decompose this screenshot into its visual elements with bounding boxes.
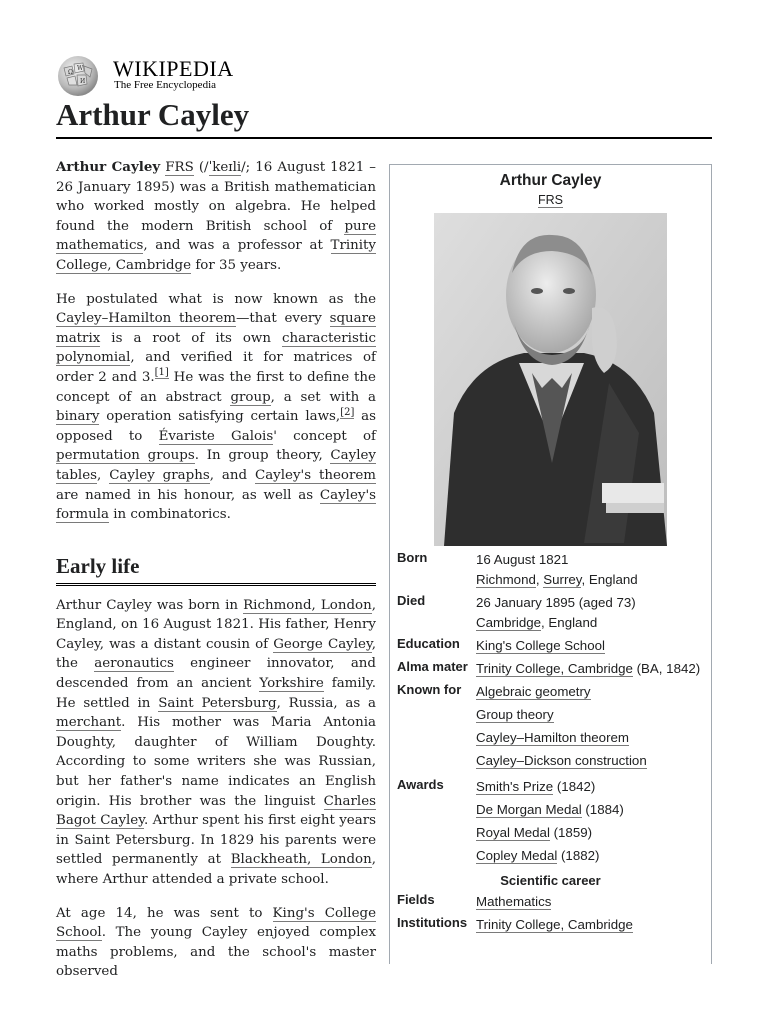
binary-link[interactable]: binary	[56, 409, 100, 425]
list-item	[476, 728, 711, 748]
text-span: (1884)	[581, 802, 624, 817]
list-item	[476, 777, 711, 797]
text-span: At age 14, he was sent to	[56, 905, 273, 921]
reference-1-link[interactable]: [1]	[154, 367, 169, 379]
text-span: , and was a professor at	[143, 238, 331, 254]
text-span: (1842)	[553, 779, 596, 794]
list-item	[476, 800, 711, 820]
richmond-london-link[interactable]: Richmond, London	[243, 597, 372, 613]
alma-mater-link[interactable]: Trinity College, Cambridge	[476, 661, 633, 676]
article-body	[56, 158, 376, 996]
fields-link[interactable]: Mathematics	[476, 894, 552, 909]
surrey-link[interactable]: Surrey	[543, 572, 582, 587]
text-span: Arthur Cayley was born in	[56, 597, 244, 613]
died-date: 26 January 1895 (aged 73)	[476, 595, 636, 610]
text-span: (/	[193, 160, 209, 175]
text-span: (BA, 1842)	[632, 661, 701, 676]
infobox-title: Arthur Cayley	[499, 172, 602, 189]
text-span: ,	[535, 572, 544, 587]
education-link[interactable]: King's College School	[476, 638, 605, 653]
award-link-de-morgan-medal[interactable]: De Morgan Medal	[476, 802, 582, 817]
died-place	[476, 613, 711, 633]
text-span: . The young Cayley enjoyed complex maths problems, and the school's master observed	[56, 925, 376, 980]
cayley-tables-link[interactable]: Cayley tables	[56, 448, 376, 483]
text-span: /; 16 August 1821 – 26 January 1895) was a British mathematician who worked mostly on algebra. He helped found the modern British school of	[56, 160, 377, 234]
text-span: , and verified it for matrices of order 2 and 3.	[56, 350, 376, 385]
infobox-row-alma-mater	[390, 659, 711, 679]
square-matrix-link[interactable]: square matrix	[56, 311, 376, 346]
institutions-label: Institutions	[397, 915, 468, 930]
fields-value	[476, 892, 711, 912]
blackheath-london-link[interactable]: Blackheath, London	[230, 852, 372, 868]
trinity-college-link[interactable]: Trinity College, Cambridge	[56, 238, 376, 273]
infobox-subtitle	[390, 193, 711, 207]
charles-bagot-cayley-link[interactable]: Charles Bagot Cayley	[56, 793, 376, 829]
early-life-paragraph-1	[56, 596, 376, 890]
text-span: (1859)	[549, 825, 593, 840]
wikipedia-wordmark[interactable]: WIKIPEDIA	[113, 56, 234, 81]
education-label: Education	[397, 636, 460, 651]
early-life-paragraph-2	[56, 904, 376, 982]
text-span: , England	[541, 615, 598, 630]
text-span: (1882)	[557, 848, 600, 863]
infobox-row-died	[390, 593, 711, 633]
text-span: . Arthur spent his first eight years in Saint Petersburg. In 1829 his parents were settled permanently at	[56, 813, 376, 868]
cayley-graphs-link[interactable]: Cayley graphs	[109, 467, 210, 483]
cayleys-theorem-link[interactable]: Cayley's theorem	[254, 467, 376, 483]
died-label: Died	[397, 593, 426, 608]
died-value	[476, 593, 711, 633]
text-span: , where Arthur attended a private school.	[56, 852, 377, 887]
section-heading-early-life: Early life	[56, 553, 376, 586]
intro-paragraph-1	[56, 158, 376, 276]
text-span: engineer innovator, and descended from an ancient	[56, 656, 376, 692]
education-value	[476, 636, 711, 656]
known-for-link-cayley-dickson[interactable]: Cayley–Dickson construction	[476, 753, 647, 768]
svg-text:И: И	[80, 78, 86, 85]
infobox-row-fields	[390, 892, 711, 912]
cayley-hamilton-theorem-link[interactable]: Cayley–Hamilton theorem	[56, 311, 236, 327]
infobox-row-education	[390, 636, 711, 656]
group-link[interactable]: group	[230, 389, 271, 405]
text-span: . In group theory,	[194, 448, 331, 464]
award-link-smiths-prize[interactable]: Smith's Prize	[476, 779, 554, 794]
list-item	[476, 751, 711, 771]
text-span: , Russia, as a	[276, 695, 377, 711]
text-span: , England	[581, 572, 638, 587]
pure-mathematics-link[interactable]: pure mathematics	[56, 218, 376, 254]
fields-label: Fields	[397, 892, 435, 907]
infobox	[389, 164, 712, 964]
text-span: . His mother was Maria Antonia Doughty, daughter of William Doughty. According to some writers she was Russian, but her father's name indicates an English origin. His brother was the linguist	[56, 715, 376, 809]
list-item	[476, 823, 711, 843]
list-item	[476, 846, 711, 866]
known-for-link-group-theory[interactable]: Group theory	[476, 707, 554, 722]
george-cayley-link[interactable]: George Cayley	[273, 636, 372, 652]
text-span: family. He settled in	[56, 676, 376, 711]
list-item	[476, 682, 711, 702]
frs-link[interactable]: FRS	[165, 160, 194, 175]
text-span: —that every	[236, 311, 330, 327]
merchant-link[interactable]: merchant	[56, 715, 122, 731]
born-place	[476, 570, 711, 590]
subject-name: Arthur Cayley	[56, 159, 161, 175]
awards-label: Awards	[397, 777, 444, 792]
permutation-groups-link[interactable]: permutation groups	[56, 448, 195, 464]
list-item	[476, 705, 711, 725]
svg-text:Ω: Ω	[68, 69, 73, 76]
portrait-photo[interactable]	[434, 213, 667, 546]
text-span: as opposed to	[56, 409, 376, 444]
born-label: Born	[397, 550, 428, 565]
text-span: He was the first to define the concept of an abstract	[56, 369, 376, 405]
text-span: are named in his honour, as well as	[56, 487, 320, 503]
aeronautics-link[interactable]: aeronautics	[94, 656, 174, 672]
text-span: ' concept of	[273, 428, 376, 444]
cambridge-link[interactable]: Cambridge	[476, 615, 542, 630]
institutions-link[interactable]: Trinity College, Cambridge	[476, 917, 633, 932]
svg-text:W: W	[77, 65, 84, 72]
infobox-row-born	[390, 550, 711, 590]
award-link-royal-medal[interactable]: Royal Medal	[476, 825, 550, 840]
intro-paragraph-2	[56, 290, 376, 525]
text-span: in combinatorics.	[109, 507, 231, 523]
cayleys-formula-link[interactable]: Cayley's formula	[56, 487, 376, 523]
richmond-link[interactable]: Richmond	[476, 572, 536, 587]
infobox-row-awards	[390, 777, 711, 869]
wikipedia-tagline: The Free Encyclopedia	[114, 79, 217, 91]
scientific-career-heading: Scientific career	[500, 873, 601, 888]
text-span: He postulated what is now known as the	[56, 291, 376, 307]
evariste-galois-link[interactable]: Évariste Galois	[158, 428, 274, 444]
born-date: 16 August 1821	[476, 552, 569, 567]
alma-mater-label: Alma mater	[397, 659, 468, 674]
kings-college-school-link[interactable]: King's College School	[56, 905, 376, 941]
known-for-link-algebraic-geometry[interactable]: Algebraic geometry	[476, 684, 591, 699]
awards-list	[476, 777, 711, 869]
alma-mater-value	[476, 659, 711, 679]
pronunciation-ipa-link[interactable]: ˈkeɪli	[208, 160, 242, 175]
infobox-row-known-for	[390, 682, 711, 774]
text-span: , and	[209, 467, 255, 483]
known-for-list	[476, 682, 711, 774]
text-span: operation satisfying certain laws,	[99, 409, 341, 425]
text-span: , a set with a	[270, 389, 376, 405]
saint-petersburg-link[interactable]: Saint Petersburg	[158, 695, 277, 711]
text-span: ,	[97, 467, 110, 483]
characteristic-polynomial-link[interactable]: characteristic polynomial	[56, 330, 376, 366]
yorkshire-link[interactable]: Yorkshire	[259, 676, 324, 692]
page-title: Arthur Cayley	[56, 96, 712, 139]
known-for-link-cayley-hamilton[interactable]: Cayley–Hamilton theorem	[476, 730, 629, 745]
known-for-label: Known for	[397, 682, 462, 697]
text-span: , England, on 16 August 1821. His father, Henry Cayley, was a distant cousin of	[56, 597, 376, 652]
text-span: for 35 years.	[191, 257, 282, 273]
reference-2-link[interactable]: [2]	[340, 406, 355, 418]
text-span: is a root of its own	[100, 330, 282, 346]
institutions-value	[476, 915, 711, 935]
wikipedia-globe-logo-icon[interactable]	[56, 54, 100, 98]
infobox-frs-link[interactable]: FRS	[538, 193, 563, 207]
infobox-row-institutions	[390, 915, 711, 935]
text-span: , the	[56, 636, 377, 672]
award-link-copley-medal[interactable]: Copley Medal	[476, 848, 558, 863]
born-value	[476, 550, 711, 590]
